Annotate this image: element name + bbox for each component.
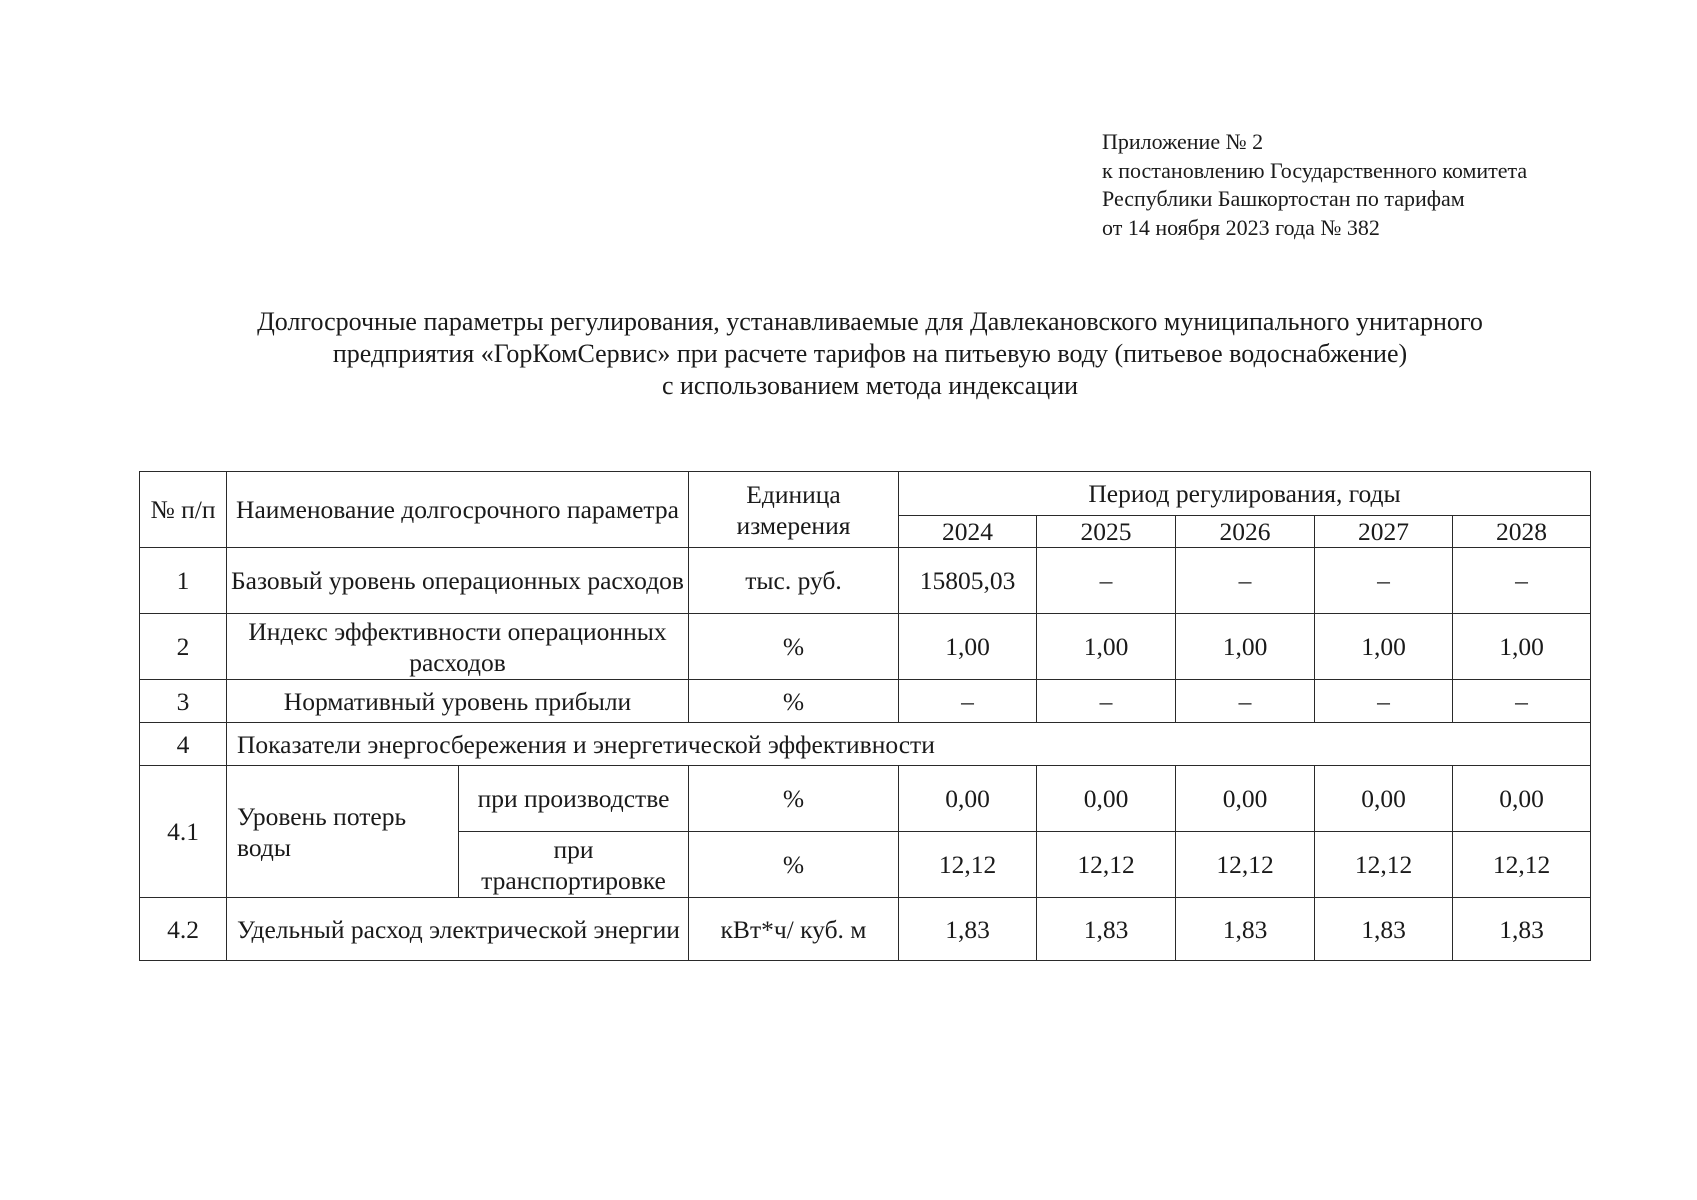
row-name: Нормативный уровень прибыли [227, 680, 689, 723]
header-year: 2027 [1315, 516, 1453, 548]
header-num: № п/п [140, 472, 227, 548]
row-value: 1,83 [1176, 898, 1315, 961]
row-value: 1,00 [1453, 614, 1591, 680]
row-unit: % [689, 766, 899, 832]
row-value: 12,12 [1315, 832, 1453, 898]
title-line-2: предприятия «ГорКомСервис» при расчете тарифов на питьевую воду (питьевое водоснабжение) [332, 339, 1408, 368]
parameters-table [139, 471, 1591, 961]
row-value: 0,00 [1037, 766, 1176, 832]
row-num: 4.2 [140, 898, 227, 961]
appendix-line-2: к постановлению Государственного комитета [1102, 157, 1528, 183]
table-row [140, 898, 1591, 961]
row-subname: при транспортировке [459, 832, 689, 898]
row-value: 1,00 [1315, 614, 1453, 680]
row-value: 1,00 [899, 614, 1037, 680]
row-unit: тыс. руб. [689, 548, 899, 614]
row-num: 3 [140, 680, 227, 723]
row-value: 1,00 [1176, 614, 1315, 680]
row-value: – [1315, 548, 1453, 614]
row-value: 12,12 [1037, 832, 1176, 898]
row-num: 1 [140, 548, 227, 614]
row-value: – [1453, 548, 1591, 614]
row-unit: % [689, 832, 899, 898]
appendix-reference [1102, 128, 1527, 242]
row-unit: кВт*ч/ куб. м [689, 898, 899, 961]
row-value: 0,00 [1315, 766, 1453, 832]
table-row [140, 614, 1591, 680]
row-unit: % [689, 614, 899, 680]
row-value: – [1037, 680, 1176, 723]
row-value: 1,00 [1037, 614, 1176, 680]
row-value: 0,00 [1453, 766, 1591, 832]
header-period: Период регулирования, годы [899, 472, 1591, 516]
row-name: Уровень потерь воды [227, 766, 459, 898]
row-name: Индекс эффективности операционных расходов [227, 614, 689, 680]
header-year: 2024 [899, 516, 1037, 548]
row-value: – [1037, 548, 1176, 614]
row-name: Удельный расход электрической энергии [227, 898, 689, 961]
row-value: 12,12 [1453, 832, 1591, 898]
row-num: 4 [140, 723, 227, 766]
row-unit: % [689, 680, 899, 723]
section-title: Показатели энергосбережения и энергетической эффективности [227, 723, 1591, 766]
header-parameter-name: Наименование долгосрочного параметра [227, 472, 689, 548]
row-num: 2 [140, 614, 227, 680]
row-value: 1,83 [899, 898, 1037, 961]
row-value: – [1176, 680, 1315, 723]
appendix-line-1: Приложение № 2 [1102, 129, 1264, 154]
row-value: 1,83 [1315, 898, 1453, 961]
row-subname: при производстве [459, 766, 689, 832]
document-title [150, 306, 1590, 402]
row-value: – [1315, 680, 1453, 723]
appendix-line-4: от 14 ноября 2023 года № 382 [1102, 214, 1380, 240]
row-value: – [1176, 548, 1315, 614]
table-header-row [140, 472, 1591, 516]
appendix-line-3: Республики Башкортостан по тарифам [1102, 186, 1465, 211]
table-row [140, 680, 1591, 723]
table-row [140, 766, 1591, 832]
row-value: 12,12 [1176, 832, 1315, 898]
header-year: 2025 [1037, 516, 1176, 548]
header-unit: Единица измерения [689, 472, 899, 548]
table-row [140, 548, 1591, 614]
title-line-3: с использованием метода индексации [661, 371, 1079, 400]
row-value: 12,12 [899, 832, 1037, 898]
row-value: – [899, 680, 1037, 723]
row-value: 1,83 [1037, 898, 1176, 961]
header-year: 2028 [1453, 516, 1591, 548]
row-value: 0,00 [899, 766, 1037, 832]
row-value: 15805,03 [899, 548, 1037, 614]
row-num: 4.1 [140, 766, 227, 898]
row-name: Базовый уровень операционных расходов [227, 548, 689, 614]
header-year: 2026 [1176, 516, 1315, 548]
row-value: – [1453, 680, 1591, 723]
table-row [140, 723, 1591, 766]
row-value: 1,83 [1453, 898, 1591, 961]
title-line-1: Долгосрочные параметры регулирования, устанавливаемые для Давлекановского муниципального унитарного [257, 307, 1483, 336]
row-value: 0,00 [1176, 766, 1315, 832]
